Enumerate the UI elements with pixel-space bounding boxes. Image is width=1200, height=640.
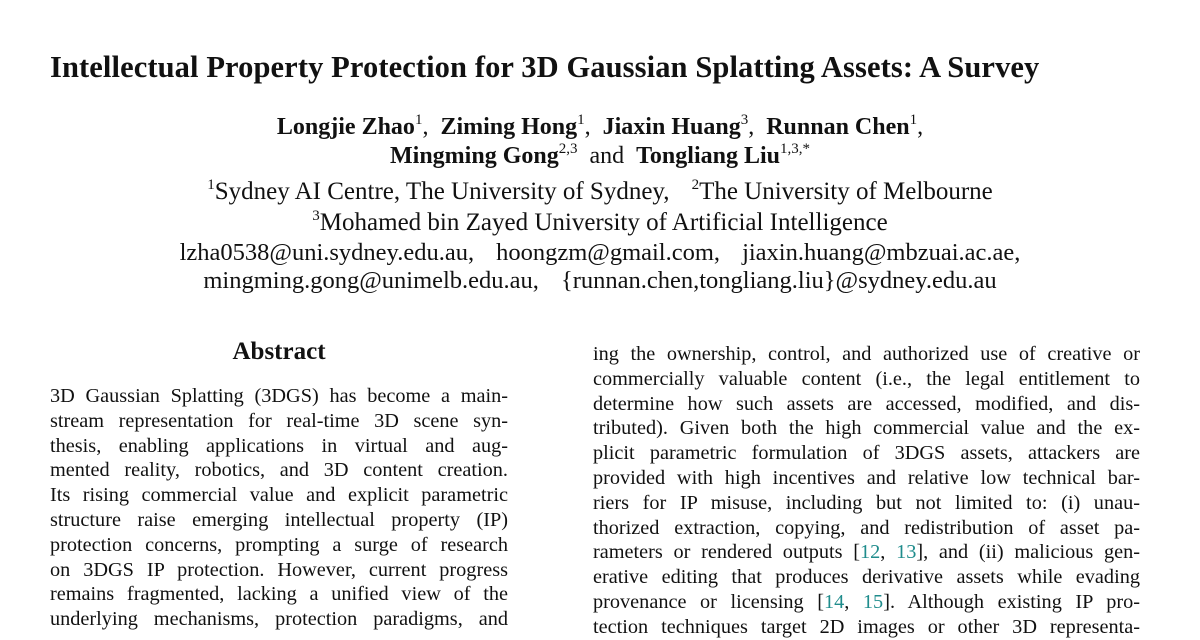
author-name: Longjie Zhao <box>276 114 415 140</box>
author-name: Runnan Chen <box>766 114 910 140</box>
author-name: Ziming Hong <box>440 114 578 140</box>
citation-link[interactable]: 12 <box>860 541 881 564</box>
affiliation: Mohamed bin Zayed University of Artificial Intelligence <box>319 209 888 236</box>
affiliation-mark: 3 <box>312 208 320 224</box>
body-text: rameters or rendered outputs [ <box>593 541 860 564</box>
abstract-line: Its rising commercial value and explicit parametric <box>50 484 508 507</box>
body-line: commercially valuable content (i.e., the legal entitlement to <box>593 367 1140 390</box>
abstract-line: mented reality, robotics, and 3D content creation. <box>50 459 508 482</box>
email[interactable]: mingming.gong@unimelb.edu.au, <box>203 267 539 294</box>
author-conjunction: and <box>589 143 625 169</box>
abstract-line: thesis, enabling applications in virtual and aug- <box>50 434 508 457</box>
body-line <box>593 540 1140 565</box>
email-line-1 <box>0 239 1200 267</box>
email[interactable]: {runnan.chen,tongliang.liu}@sydney.edu.au <box>560 267 997 294</box>
affiliation-mark: 2 <box>691 177 700 193</box>
author-affiliation-mark: 1 <box>577 112 585 128</box>
author-affiliation-mark: 3 <box>740 112 749 128</box>
author-name: Mingming Gong <box>390 143 559 169</box>
body-line: ing the ownership, control, and authorized use of creative or <box>593 343 1140 365</box>
affiliation-line-2 <box>0 208 1200 237</box>
abstract-line: on 3DGS IP protection. However, current progress <box>50 558 508 581</box>
author-separator: , <box>748 114 755 140</box>
author-name: Tongliang Liu <box>636 143 780 169</box>
email[interactable]: jiaxin.huang@mbzuai.ac.ae, <box>742 239 1021 266</box>
affiliation-mark: 1 <box>207 177 215 193</box>
abstract-line: remains fragmented, lacking a unified view of the <box>50 583 508 606</box>
body-line: riers for IP misuse, including but not limited to: (i) unau- <box>593 491 1140 514</box>
citation-link[interactable]: 14 <box>824 590 845 613</box>
email[interactable]: hoongzm@gmail.com, <box>496 239 721 266</box>
author-affiliation-mark: 1 <box>414 112 423 128</box>
author-affiliation-mark: 1,3,* <box>779 141 810 157</box>
author-separator: , <box>584 114 591 140</box>
intro-body-right-column <box>593 342 1140 640</box>
body-line: plicit parametric formulation of 3DGS assets, attackers are <box>593 442 1140 465</box>
author-affiliation-mark: 1 <box>909 112 918 128</box>
body-line: tection techniques target 2D images or other 3D representa- <box>593 615 1140 638</box>
abstract-body <box>50 384 508 632</box>
body-line <box>593 590 1140 615</box>
author-separator: , <box>917 114 924 140</box>
email-line-2 <box>0 267 1200 295</box>
author-separator: , <box>422 114 429 140</box>
abstract-line: underlying mechanisms, protection paradigms, and <box>50 608 508 631</box>
body-text: , <box>844 590 863 613</box>
body-text: ], and (ii) malicious gen- <box>916 541 1141 564</box>
affiliation-line-1 <box>0 177 1200 206</box>
citation-link[interactable]: 15 <box>862 590 884 613</box>
body-line: thorized extraction, copying, and redistribution of asset pa- <box>593 516 1140 539</box>
abstract-line: stream representation for real-time 3D scene syn- <box>50 409 508 432</box>
body-line: tributed). Given both the high commercial value and the ex- <box>593 417 1140 440</box>
body-text: ]. Although existing IP pro- <box>883 590 1141 613</box>
author-affiliation-mark: 2,3 <box>558 141 578 157</box>
body-text: , <box>880 541 897 564</box>
body-text: provenance or licensing [ <box>593 590 824 613</box>
abstract-line: structure raise emerging intellectual property (IP) <box>50 508 508 531</box>
abstract-line: 3D Gaussian Splatting (3DGS) has become a main- <box>50 385 508 407</box>
abstract-line: protection concerns, prompting a surge of research <box>50 533 508 556</box>
affiliation: Sydney AI Centre, The University of Sydney, <box>214 178 670 205</box>
body-line: erative editing that produces derivative assets while evading <box>593 566 1140 589</box>
citation-link[interactable]: 13 <box>896 541 917 564</box>
body-line: determine how such assets are accessed, modified, and dis- <box>593 392 1140 415</box>
body-line: provided with high incentives and relative low technical bar- <box>593 466 1140 489</box>
paper-title: Intellectual Property Protection for 3D Gaussian Splatting Assets: A Survey <box>50 50 1040 84</box>
email[interactable]: lzha0538@uni.sydney.edu.au, <box>179 239 475 266</box>
abstract-heading: Abstract <box>232 338 326 365</box>
affiliation: The University of Melbourne <box>699 178 993 205</box>
author-line-2 <box>0 141 1200 170</box>
author-name: Jiaxin Huang <box>602 114 741 140</box>
author-line-1 <box>0 112 1200 141</box>
